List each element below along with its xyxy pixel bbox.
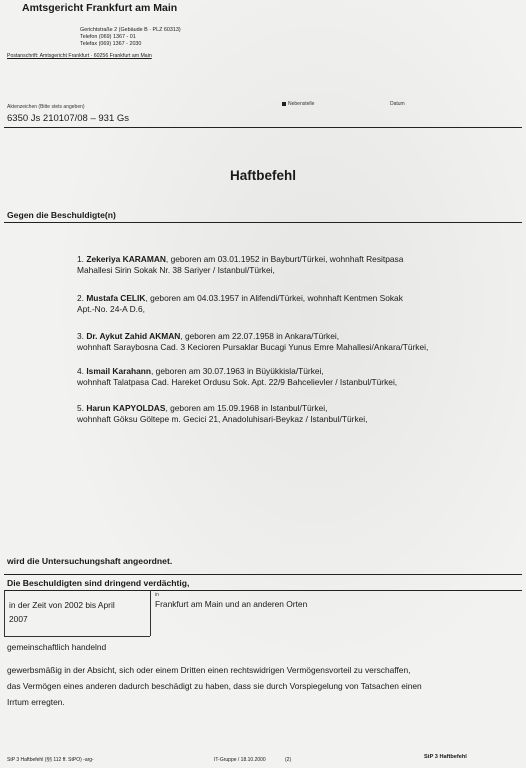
person-number: 2. xyxy=(77,293,84,303)
header-divider xyxy=(4,127,522,128)
against-divider xyxy=(4,222,522,223)
offense-line-2: das Vermögen eines anderen dadurch beschädigt zu haben, dass sie durch Vorspiegelung von Tatsachen einen xyxy=(7,681,422,691)
page-marker: (2) xyxy=(285,757,292,763)
checkbox-mark-icon xyxy=(282,102,286,106)
order-divider xyxy=(4,574,522,575)
person-name: Mustafa CELIK xyxy=(86,293,146,303)
time-cell-bottom xyxy=(4,636,150,637)
person-5 xyxy=(77,403,367,424)
document-title: Haftbefehl xyxy=(229,168,296,183)
detention-order: wird die Untersuchungshaft angeordnet. xyxy=(7,556,173,566)
person-details: , geboren am 22.07.1958 in Ankara/Türkei, xyxy=(180,331,340,341)
time-period xyxy=(9,598,115,626)
suspicion-divider xyxy=(4,590,522,591)
person-name: Ismail Karahann xyxy=(86,366,152,376)
footer-form-name: StP 3 Haftbefehl xyxy=(424,754,467,760)
person-number: 3. xyxy=(77,331,84,341)
person-4 xyxy=(77,366,397,387)
person-number: 4. xyxy=(77,366,84,376)
person-name: Zekeriya KARAMAN xyxy=(86,254,166,264)
court-phone-line: Telefon (069) 1367 - 01 xyxy=(80,34,136,40)
place-label: in xyxy=(155,592,159,598)
person-details: , geboren am 15.09.1968 in Istanbul/Türkei, xyxy=(165,403,328,413)
person-number: 1. xyxy=(77,254,84,264)
against-heading: Gegen die Beschuldigte(n) xyxy=(7,210,116,220)
person-number: 5. xyxy=(77,403,84,413)
person-1 xyxy=(77,254,403,275)
date-label: Datum xyxy=(390,101,405,107)
offense-line-1: gewerbsmäßig in der Absicht, sich oder einem Dritten einen rechtswidrigen Vermögensvorteil zu verschaffen, xyxy=(7,665,411,675)
person-details: , geboren am 04.03.1957 in Alifendi/Türkei, wohnhaft Kentmen Sokak xyxy=(145,293,403,303)
table-left-border xyxy=(4,590,5,636)
person-details: , geboren am 30.07.1963 in Büyükkisla/Türkei, xyxy=(151,366,324,376)
file-number-label: Aktenzeichen (Bitte stets angeben) xyxy=(7,104,85,110)
person-details: , geboren am 03.01.1952 in Bayburt/Türkei, wohnhaft Resitpasa xyxy=(165,254,404,264)
person-address: wohnhaft Talatpasa Cad. Hareket Ordusu Sok. Apt. 22/9 Bahcelievler / Istanbul/Türkei, xyxy=(77,376,398,387)
place-value: Frankfurt am Main und an anderen Orten xyxy=(155,599,308,609)
court-fax-line: Telefax (069) 1367 - 2030 xyxy=(80,41,142,47)
file-number: 6350 Js 210107/08 – 931 Gs xyxy=(7,113,130,124)
person-address: wohnhaft Saraybosna Cad. 3 Kecioren Pursaklar Bucagi Yunus Emre Mahallesi/Ankara/Türkei, xyxy=(77,341,429,352)
joint-action: gemeinschaftlich handelnd xyxy=(7,642,107,652)
offense-line-3: Irrtum erregten. xyxy=(7,697,65,707)
branch-label: Nebenstelle xyxy=(288,101,315,107)
person-address: Mahallesi Sirin Sokak Nr. 38 Sariyer / Istanbul/Türkei, xyxy=(77,264,275,275)
form-id: StP 3 Haftbefehl (§§ 112 ff. StPO) -arg- xyxy=(7,757,94,763)
court-name: Amtsgericht Frankfurt am Main xyxy=(22,2,178,14)
time-period-line-1: in der Zeit von 2002 bis April xyxy=(9,600,115,610)
person-address: Apt.-No. 24-A D.6, xyxy=(77,303,145,314)
form-version: IT-Gruppe / 18.10.2000 xyxy=(214,757,266,763)
branch-label-group xyxy=(282,101,314,107)
suspicion-heading: Die Beschuldigten sind dringend verdächtig, xyxy=(7,578,190,588)
person-3 xyxy=(77,331,428,352)
person-name: Harun KAPYOLDAS xyxy=(86,403,166,413)
person-address: wohnhaft Göksu Göltepe m. Gecici 21, Anadoluhisari-Beykaz / Istanbul/Türkei, xyxy=(77,413,368,424)
table-cell-divider xyxy=(150,590,151,636)
time-period-line-2: 2007 xyxy=(9,614,28,624)
person-name: Dr. Aykut Zahid AKMAN xyxy=(86,331,181,341)
postal-address: Postanschrift: Amtsgericht Frankfurt · 60256 Frankfurt am Main xyxy=(7,53,152,59)
person-2 xyxy=(77,293,403,314)
court-address-line: Gerichtstraße 2 (Gebäude B · PLZ 60313) xyxy=(80,27,181,33)
